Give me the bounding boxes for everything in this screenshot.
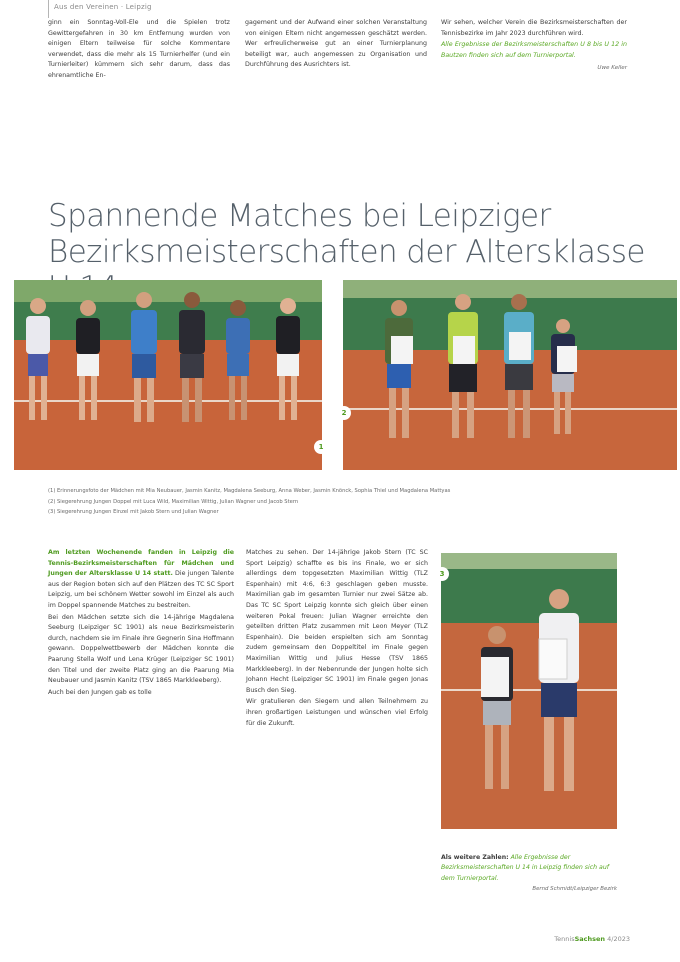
photo-number-3: 3 — [435, 567, 449, 581]
photo3-caption-label: Als weitere Zahlen: — [441, 854, 509, 861]
caption-3: (3) Siegerehrung Jungen Einzel mit Jakob Stern und Julian Wagner — [48, 509, 219, 516]
footer-mag: Tennis — [554, 935, 575, 943]
main-col1-p2: Bei den Mädchen setzte sich die 14-jährige Magdalena Seeburg (Leipziger SC 1901) als neue Bezirksmeisterin durch, nachdem sie im Finale ihre Gegnerin Sina Hoffmann gewann. Doppelwettbewerb der Mädchen konnte die Paarung Stella Wolf und Lena Krüger (Leipziger SC 1901) den Titel und der zweite Platz ging an die Paarung Mia Neubauer und Jasmin Kanitz (TSV 1865 Markkleeberg). — [48, 613, 234, 685]
caption-1: (1) Erinnerungsfoto der Mädchen mit Mia Neubauer, Jasmin Kanitz, Magdalena Seeburg, Anna Weber, Jasmin Knönck, Sophia Thiel und Magdalena Mattyas — [48, 488, 451, 494]
page-title: Spannende Matches bei Leipziger Bezirksmeisterschaften der Altersklasse — [48, 198, 645, 270]
article-lead: Am letzten Wochenende fanden in Leipzig die Tennis-Bezirksmeisterschaften für Mädchen und Jungen der Altersklasse U 14 statt. — [48, 549, 234, 578]
main-col2-p1: Matches zu sehen. Der 14-jährige Jakob Stern (TC SC Sport Leipzig) schaffte es bis ins Finale, wo er sich allerdings dem topgesetzten Maximilian Wittig (TLZ Espenhain) mit 4:6, 6:3 geschlagen geben musste. Maximilian gab im gesamten Turnier nur zwei Sätze ab. Das TC SC Sport Leipzig konnte sich gleich über einen weiteren Pokal freuen: Julian Wagner erreichte den geteilten dritten Platz zusammen mit Leon Meyer (TLZ Espenhain). Die beiden erspielten sich am Sonntag zudem gemeinsam den Doppeltitel im Finale gegen Maximilian Wittig und Julius Hesse (TSV 1865 Markkleeberg). In der Nebenrunde der Jungen holte sich Johann Hecht (Leipziger SC 1901) im Finale gegen Jonas Busch den Sieg. — [246, 549, 428, 694]
photo-girls-group — [14, 280, 322, 470]
photo-boys-doubles-image — [343, 280, 677, 470]
top-article-col3 — [441, 18, 627, 74]
photo-boys-singles — [441, 553, 617, 829]
footer-issue: 4/2023 — [607, 935, 630, 943]
top-article-author: Uwe Keller — [597, 65, 627, 72]
footer-brand: Sachsen — [574, 935, 606, 943]
main-col2-p2: Wir gratulieren den Siegern und allen Teilnehmern zu ihren großartigen Leistungen und wünschen viel Erfolg für die Zukunft. — [246, 698, 428, 727]
main-article-col2 — [246, 548, 428, 730]
main-article-col1 — [48, 548, 234, 699]
top-article-col2 — [245, 18, 427, 72]
section-kicker: Aus den Vereinen · Leipzig — [54, 3, 152, 11]
page-footer — [554, 935, 630, 943]
article-lead-rest: Die jungen Talente aus der Region boten sich auf den Plätzen des TC SC Sport Leipzig, um bei schönem Wetter sowohl im Einzel als auch im Doppel spannende Matches zu bestreiten. — [48, 570, 234, 609]
photo-captions — [48, 486, 648, 518]
top-col2-text: gagement und der Aufwand einer solchen Veranstaltung von einigen Eltern nicht angemessen geschätzt werden. Wer erfreulicherweise gut an einer Turnierplanung beteiligt war, auch angemessen zu Organisation und Durchführung des Ausrichters ist. — [245, 19, 427, 69]
photo-boys-singles-image — [441, 553, 617, 829]
photo-girls-group-image — [14, 280, 322, 470]
photo3-credit: Bernd Schmidt/Leipziger Bezirk — [532, 886, 617, 893]
main-col1-p3: Auch bei den Jungen gab es tolle — [48, 688, 152, 696]
main-col1-p1 — [48, 548, 234, 612]
photo-boys-doubles — [343, 280, 677, 470]
caption-2: (2) Siegerehrung Jungen Doppel mit Luca Wild, Maximilian Wittig, Julian Wagner und Jacob Stern — [48, 498, 299, 505]
photo3-caption-text[interactable]: Alle Ergebnisse der Bezirksmeisterschaften U 14 in Leipzig finden sich auf dem Turnierportal. — [441, 854, 609, 882]
top-article-col1 — [48, 18, 230, 83]
top-col3-link-text[interactable]: Alle Ergebnisse der Bezirksmeisterschaften U 8 bis U 12 in Bautzen finden sich auf dem Turnierportal. — [441, 41, 627, 59]
photo-number-2: 2 — [337, 406, 351, 420]
top-col3-text: Wir sehen, welcher Verein die Bezirksmeisterschaften der Tennisbezirke im Jahr 2023 durchführen wird. — [441, 19, 627, 37]
photo3-caption — [441, 853, 617, 895]
header-rule — [48, 0, 49, 18]
photo-number-1: 1 — [314, 440, 328, 454]
top-col1-text: ginn ein Sonntag-Voll-Ele und die Spielen trotz Gewittergefahren in 30 km Entfernung wurden von einigen Eltern teilweise für solche Kommentare verwendet, dass die mehr als 15 Turnierhelfer (und ein Turnierleiter) kümmern sich sehr darum, dass das ehrenamtliche En- — [48, 19, 230, 79]
